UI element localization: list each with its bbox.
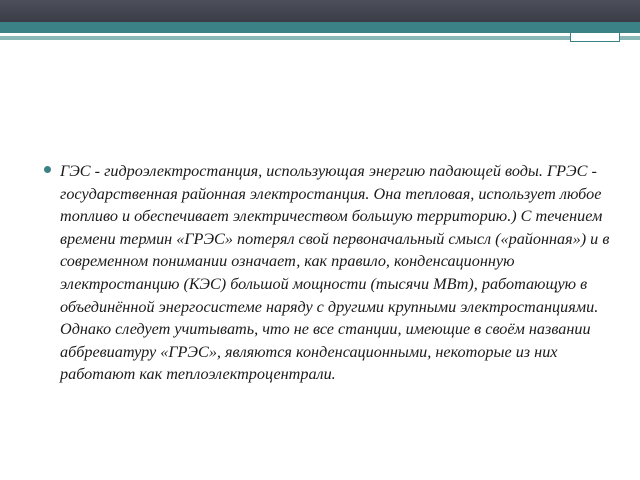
header-accent-box — [570, 32, 620, 42]
header-accent-line — [0, 36, 640, 40]
header-accent-band — [0, 22, 640, 33]
bullet-item — [44, 160, 612, 386]
slide-content — [44, 160, 612, 386]
bullet-icon — [44, 166, 51, 173]
bullet-text: ГЭС - гидроэлектростанция, использующая энергию падающей воды. ГРЭС - государственная районная электростанция. Она тепловая, использует любое топливо и обеспечивает электричеством большую территорию.) С течением времени термин «ГРЭС» потерял свой первоначальный смысл («районная») и в современном понимании означает, как правило, конденсационную электростанцию (КЭС) большой мощности (тысячи МВт), работающую в объединённой энергосистеме наряду с другими крупными электростанциями. Однако следует учитывать, что не все станции, имеющие в своём названии аббревиатуру «ГРЭС», являются конденсационными, некоторые из них работают как теплоэлектроцентрали. — [60, 162, 610, 384]
header-band — [0, 0, 640, 22]
